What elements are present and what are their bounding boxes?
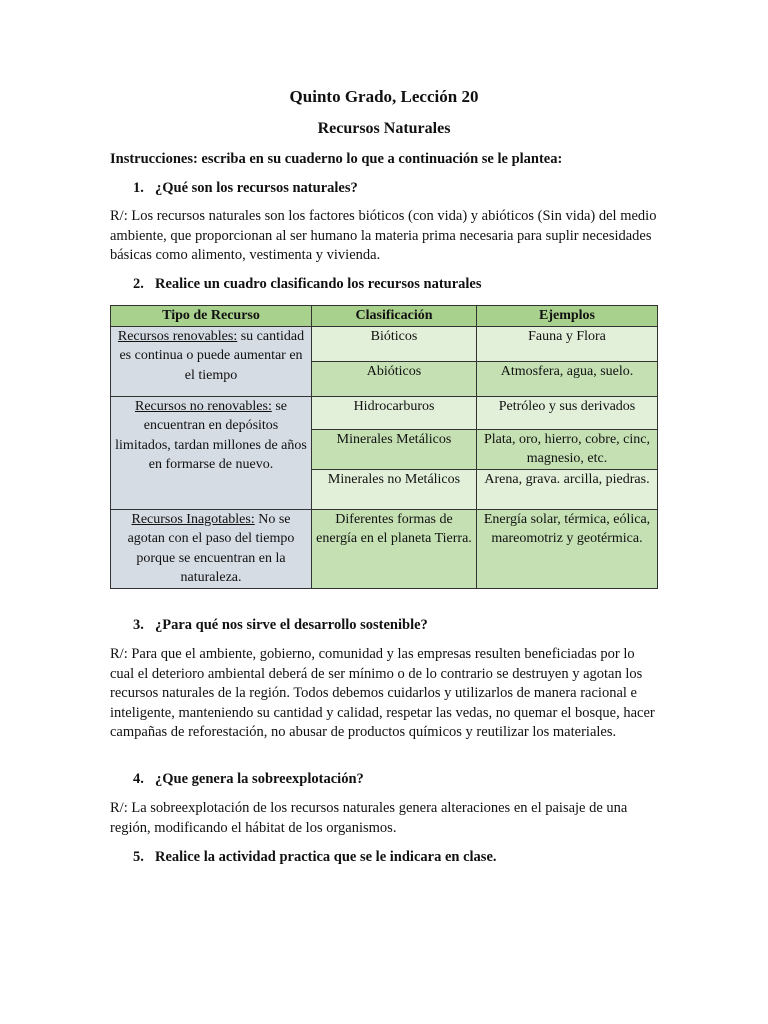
table-header-row (111, 306, 658, 327)
type-label: Recursos no renovables: (134, 398, 272, 414)
classification-cell: Minerales no Metálicos (312, 469, 477, 509)
type-cell (111, 509, 312, 588)
question-number: 3. (133, 617, 144, 633)
example-cell: Fauna y Flora (477, 326, 658, 361)
header-tipo: Tipo de Recurso (111, 306, 312, 327)
resources-table (110, 305, 658, 589)
header-clasificacion: Clasificación (312, 306, 477, 327)
classification-cell: Bióticos (312, 326, 477, 361)
classification-cell: Hidrocarburos (312, 396, 477, 429)
table-row (111, 509, 658, 588)
instructions: Instrucciones: escriba en su cuaderno lo que a continuación se le plantea: (110, 151, 563, 167)
classification-cell: Diferentes formas de energía en el planeta Tierra. (312, 509, 477, 588)
question-4 (133, 771, 673, 788)
type-cell (111, 326, 312, 396)
example-cell: Petróleo y sus derivados (477, 396, 658, 429)
answer-1: R/: Los recursos naturales son los factores bióticos (con vida) y abióticos (Sin vida) del medio ambiente, que proporcionan al ser humano la materia prima necesaria para suplir necesidades básicas como alimento, vestimenta y vivienda. (110, 208, 657, 264)
question-1 (133, 180, 673, 197)
header-ejemplos: Ejemplos (477, 306, 658, 327)
question-number: 2. (133, 276, 144, 292)
classification-cell: Abióticos (312, 361, 477, 396)
question-text: Realice un cuadro clasificando los recursos naturales (155, 276, 482, 292)
question-3 (133, 617, 673, 634)
question-text: ¿Que genera la sobreexplotación? (155, 771, 364, 787)
classification-cell: Minerales Metálicos (312, 429, 477, 469)
question-text: ¿Qué son los recursos naturales? (155, 180, 358, 196)
type-description: No se agotan con el paso del tiempo porque se encuentran en la naturaleza. (127, 511, 295, 585)
page-subtitle: Recursos Naturales (317, 120, 451, 137)
example-cell: Atmosfera, agua, suelo. (477, 361, 658, 396)
example-cell: Energía solar, térmica, eólica, mareomotriz y geotérmica. (477, 509, 658, 588)
question-2 (133, 276, 673, 293)
question-text: ¿Para qué nos sirve el desarrollo sostenible? (155, 617, 428, 633)
question-5 (133, 849, 673, 866)
type-label: Recursos renovables: (117, 328, 238, 344)
question-text: Realice la actividad practica que se le indicara en clase. (155, 849, 497, 865)
answer-4: R/: La sobreexplotación de los recursos naturales genera alteraciones en el paisaje de una región, modificando el hábitat de los organismos. (110, 800, 628, 836)
answer-3: R/: Para que el ambiente, gobierno, comunidad y las empresas resulten beneficiadas por lo cual el deterioro ambiental deberá de ser mínimo o de lo contrario se destruyen y agotan los recursos naturales de la región. Todos debemos cuidarlos y utilizarlos de manera racional e inteligente, manteniendo su cantidad y calidad, respetar las vedas, no quemar el bosque, hacer campañas de reforestación, no abusar de productos químicos y reutilizar los materiales. (110, 646, 655, 741)
question-number: 4. (133, 771, 144, 787)
example-cell: Arena, grava. arcilla, piedras. (477, 469, 658, 509)
table-row (111, 326, 658, 361)
type-cell (111, 396, 312, 509)
example-cell: Plata, oro, hierro, cobre, cinc, magnesio, etc. (477, 429, 658, 469)
table-row (111, 396, 658, 429)
question-number: 1. (133, 180, 144, 196)
type-label: Recursos Inagotables: (131, 511, 255, 527)
type-description: su cantidad es continua o puede aumentar en el tiempo (119, 328, 305, 383)
type-description: se encuentran en depósitos limitados, tardan millones de años en formarse de nuevo. (115, 398, 307, 472)
question-number: 5. (133, 849, 144, 865)
page-title: Quinto Grado, Lección 20 (289, 87, 479, 106)
